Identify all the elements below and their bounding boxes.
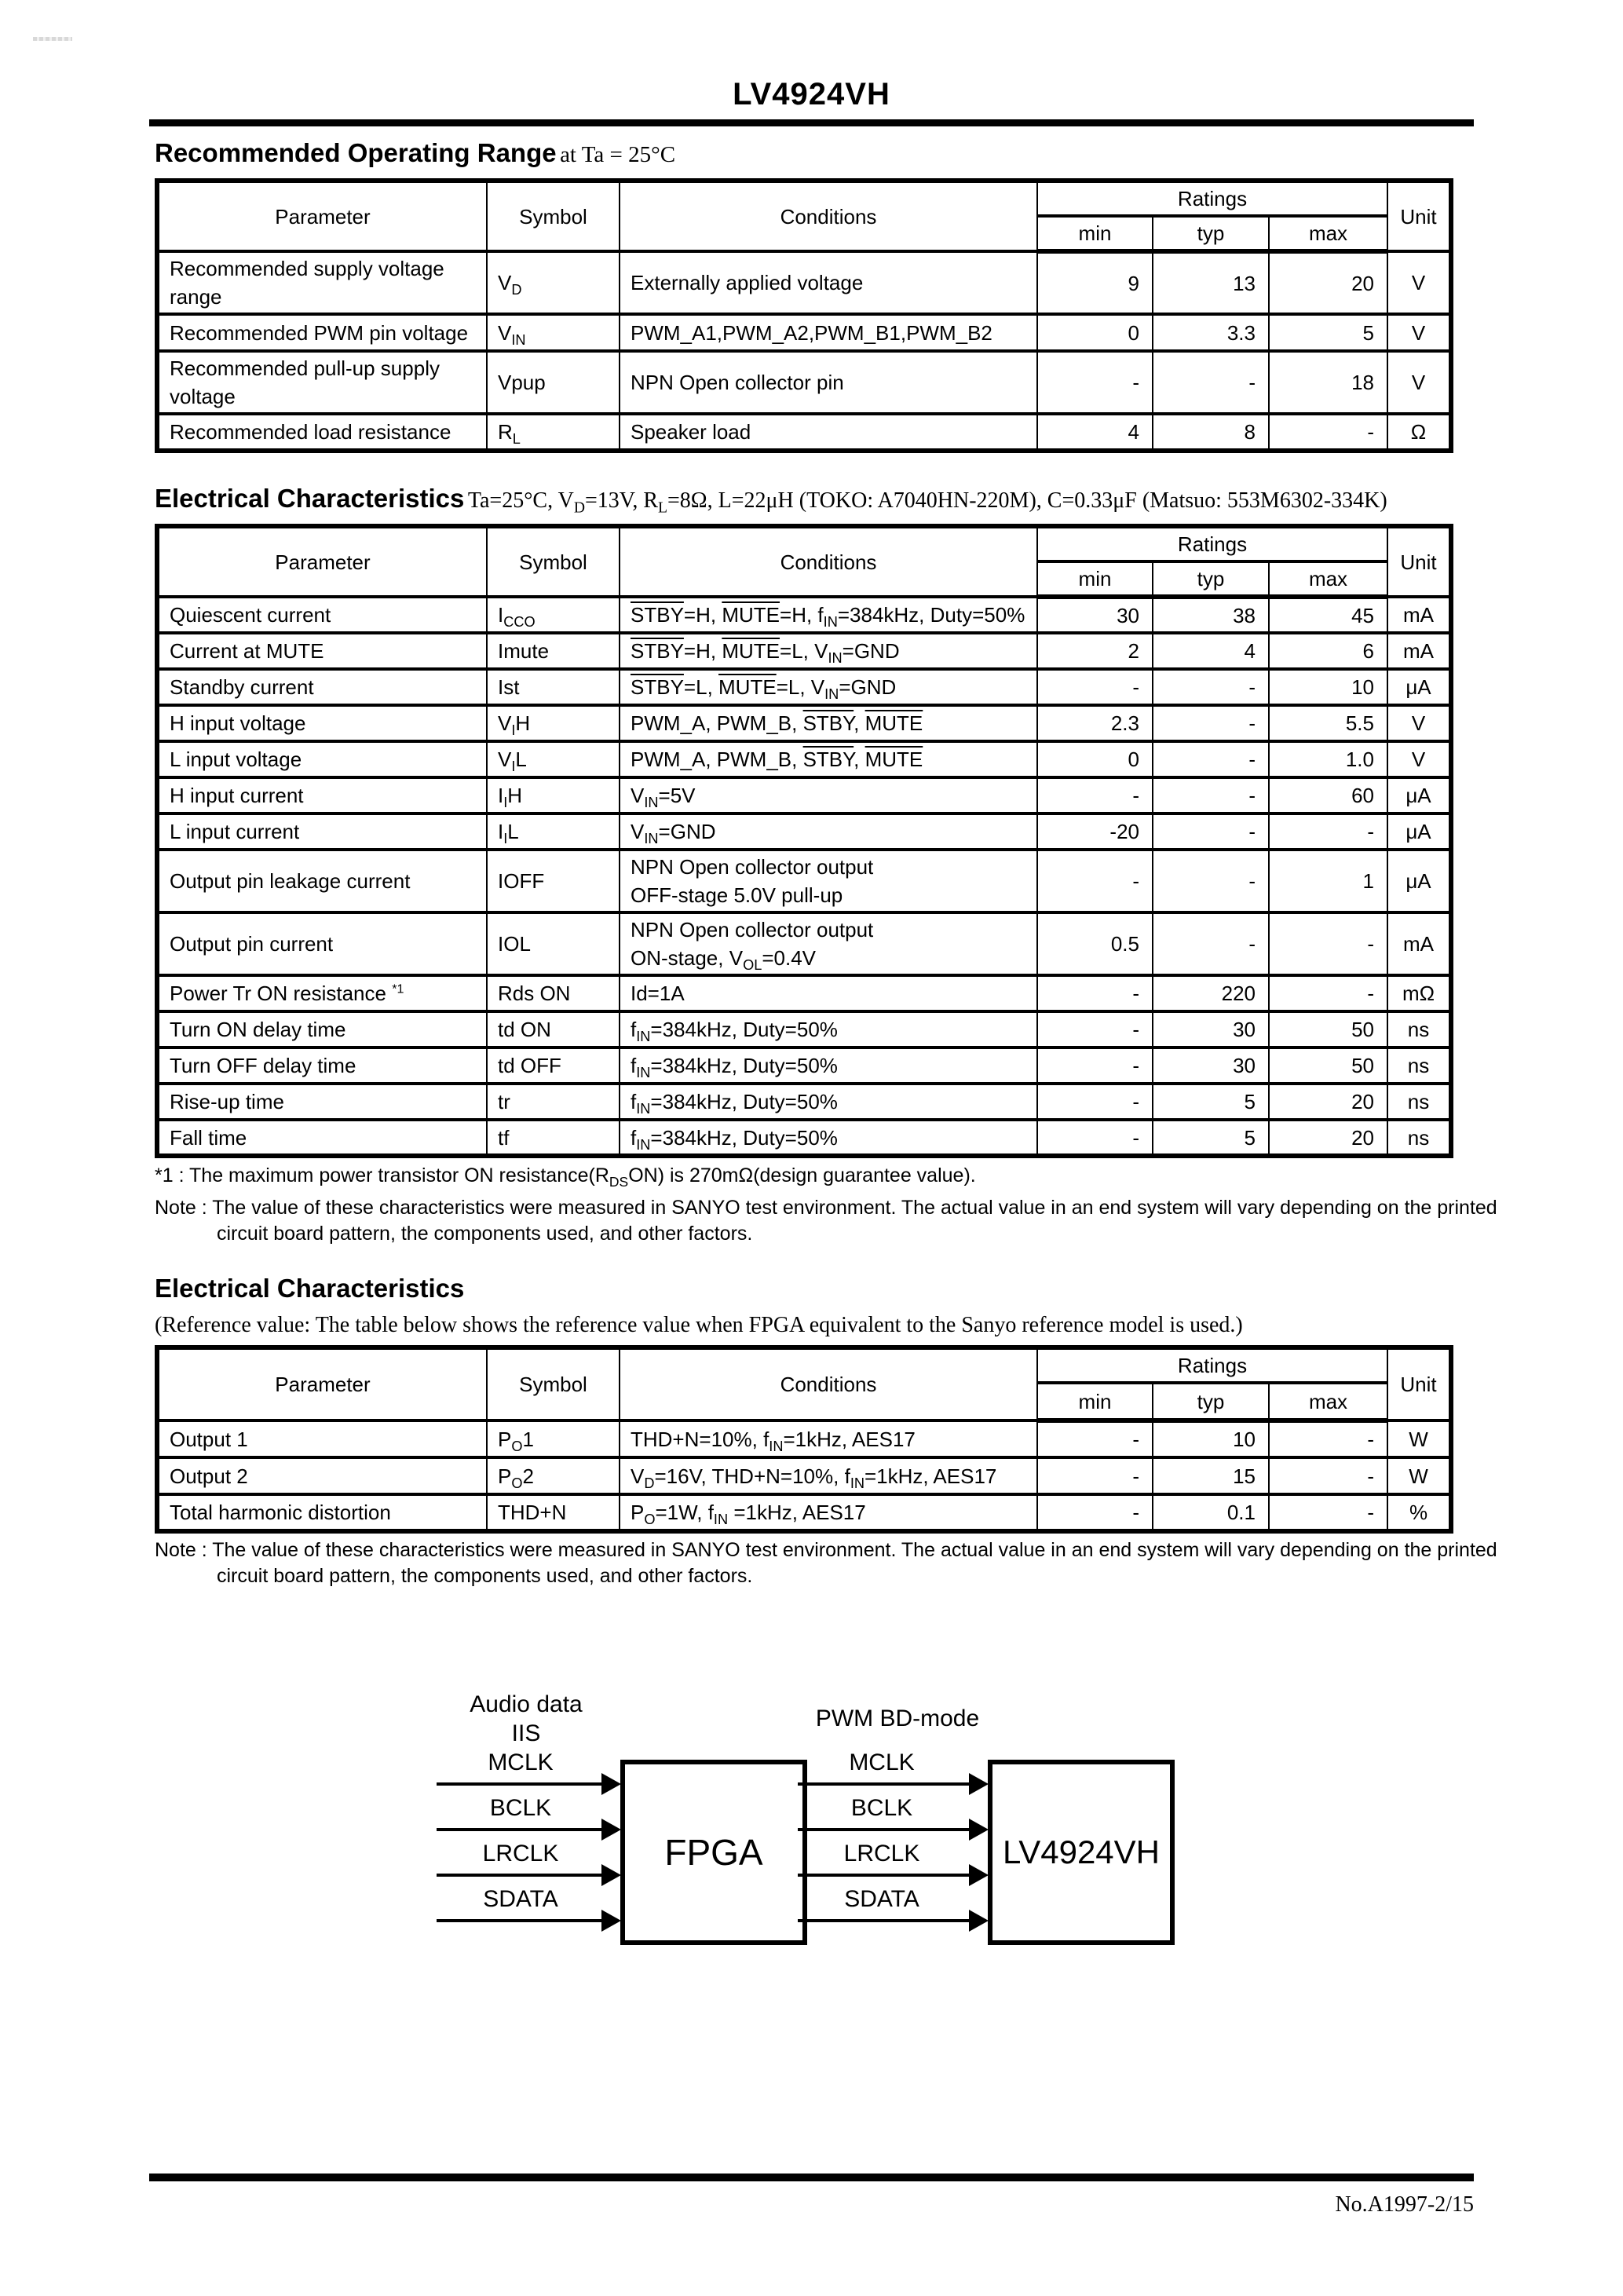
- col-header-max: max: [1269, 216, 1387, 251]
- cell-min: -: [1037, 1457, 1153, 1494]
- col-header-conditions: Conditions: [620, 181, 1037, 251]
- cell-conditions: $V_{IN}=5V$: [620, 777, 1037, 813]
- cell-parameter: Output 1: [157, 1420, 487, 1457]
- cell-unit: V: [1387, 314, 1451, 351]
- cell-max: -: [1269, 414, 1387, 451]
- cell-unit: ns: [1387, 1011, 1451, 1047]
- cell-typ: 3.3: [1153, 314, 1269, 351]
- cell-min: -: [1037, 975, 1153, 1011]
- table-row: [157, 251, 1451, 314]
- table-row: [157, 669, 1451, 705]
- cell-unit: W: [1387, 1420, 1451, 1457]
- cell-symbol: Vpup: [487, 351, 620, 414]
- lv4924vh-box: [988, 1760, 1175, 1945]
- cell-max: 5.5: [1269, 705, 1387, 741]
- table-row: [157, 705, 1451, 741]
- cell-max: 6: [1269, 633, 1387, 669]
- cell-min: -: [1037, 1011, 1153, 1047]
- cell-max: -: [1269, 1420, 1387, 1457]
- col-header-unit: Unit: [1387, 526, 1451, 597]
- cell-symbol: IOFF: [487, 850, 620, 912]
- section3-note-line1: Note : The value of these characteristics were measured in SANYO test environment. The actual value in an end system will vary depending on the printed: [155, 1539, 1497, 1561]
- cell-max: 20: [1269, 1120, 1387, 1156]
- cell-min: -: [1037, 1420, 1153, 1457]
- col-header-ratings: Ratings: [1037, 526, 1387, 561]
- cell-symbol: Ist: [487, 669, 620, 705]
- cell-typ: 5: [1153, 1120, 1269, 1156]
- cell-symbol: td ON: [487, 1011, 620, 1047]
- arrowhead-sdata-out-icon: [969, 1910, 989, 1932]
- cell-min: -: [1037, 1047, 1153, 1084]
- cell-conditions: PWM_A, PWM_B, STBY, MUTE: [620, 741, 1037, 777]
- col-header-min: min: [1037, 1383, 1153, 1420]
- cell-max: -: [1269, 813, 1387, 850]
- cell-conditions: NPN Open collector output OFF-stage 5.0V pull-up: [620, 850, 1037, 912]
- cell-min: 4: [1037, 414, 1153, 451]
- footer-page-number: No.A1997-2/15: [1335, 2192, 1474, 2217]
- cell-typ: -: [1153, 912, 1269, 975]
- cell-typ: -: [1153, 850, 1269, 912]
- cell-conditions: $V_{IN}=GND$: [620, 813, 1037, 850]
- cell-symbol: Imute: [487, 633, 620, 669]
- section3-note-line2: circuit board pattern, the components used, and other factors.: [217, 1565, 753, 1587]
- col-header-symbol: Symbol: [487, 181, 620, 251]
- cell-parameter: L input voltage: [157, 741, 487, 777]
- cell-symbol: IOL: [487, 912, 620, 975]
- table-row: [157, 1120, 1451, 1156]
- cell-conditions: $V_D=16V$, THD+N=10%, $f_{IN}=1kHz$, AES17: [620, 1457, 1037, 1494]
- electrical-characteristics-table: [155, 524, 1453, 1158]
- footnote-rdson: *1 : The maximum power transistor ON $resistance(R_{DS}ON)$ is 270mΩ(design guarantee value).: [155, 1164, 976, 1190]
- col-header-unit: Unit: [1387, 181, 1451, 251]
- cell-symbol: $I_{CCO}$: [487, 597, 620, 633]
- cell-typ: -: [1153, 777, 1269, 813]
- page-title: LV4924VH: [733, 77, 890, 112]
- cell-max: 10: [1269, 669, 1387, 705]
- cell-parameter: Output 2: [157, 1457, 487, 1494]
- table-row: [157, 633, 1451, 669]
- section3-title: Electrical Characteristics: [155, 1274, 465, 1303]
- signal-label-lrclk-out: LRCLK: [843, 1841, 920, 1866]
- cell-conditions: Id=1A: [620, 975, 1037, 1011]
- cell-conditions: STBY=H, MUTE=L, $V_{IN}=GND$: [620, 633, 1037, 669]
- cell-unit: μA: [1387, 850, 1451, 912]
- cell-min: 0.5: [1037, 912, 1153, 975]
- cell-max: 1: [1269, 850, 1387, 912]
- signal-line-mclk-in: [437, 1782, 603, 1786]
- cell-max: 20: [1269, 1084, 1387, 1120]
- cell-symbol: $I_IL$: [487, 813, 620, 850]
- cell-parameter: Power Tr ON resistance $^{*1}$: [157, 975, 487, 1011]
- cell-parameter: Recommended pull-up supply voltage: [157, 351, 487, 414]
- cell-parameter: Fall time: [157, 1120, 487, 1156]
- cell-parameter: Rise-up time: [157, 1084, 487, 1120]
- cell-conditions: STBY=L, MUTE=L, $V_{IN}=GND$: [620, 669, 1037, 705]
- col-header-symbol: Symbol: [487, 1347, 620, 1420]
- cell-symbol: $R_L$: [487, 414, 620, 451]
- cell-symbol: $P_O2$: [487, 1457, 620, 1494]
- cell-parameter: Standby current: [157, 669, 487, 705]
- col-header-parameter: Parameter: [157, 1347, 487, 1420]
- cell-unit: mΩ: [1387, 975, 1451, 1011]
- cell-typ: 10: [1153, 1420, 1269, 1457]
- col-header-parameter: Parameter: [157, 181, 487, 251]
- cell-min: 2.3: [1037, 705, 1153, 741]
- cell-parameter: Output pin current: [157, 912, 487, 975]
- cell-typ: 30: [1153, 1047, 1269, 1084]
- section2-heading: [155, 484, 1387, 517]
- scan-artifact: [33, 37, 72, 41]
- cell-typ: 8: [1153, 414, 1269, 451]
- arrowhead-sdata-in-icon: [601, 1910, 621, 1932]
- table-row: [157, 912, 1451, 975]
- table-row: [157, 1047, 1451, 1084]
- cell-min: -: [1037, 850, 1153, 912]
- section2-note-line2: circuit board pattern, the components used, and other factors.: [217, 1223, 753, 1245]
- arrowhead-bclk-in-icon: [601, 1819, 621, 1841]
- cell-typ: -: [1153, 351, 1269, 414]
- cell-max: -: [1269, 1494, 1387, 1531]
- cell-min: 0: [1037, 741, 1153, 777]
- cell-conditions: Speaker load: [620, 414, 1037, 451]
- cell-parameter: Turn ON delay time: [157, 1011, 487, 1047]
- cell-unit: ns: [1387, 1084, 1451, 1120]
- cell-typ: -: [1153, 741, 1269, 777]
- cell-symbol: td OFF: [487, 1047, 620, 1084]
- col-header-ratings: Ratings: [1037, 1347, 1387, 1383]
- signal-label-mclk-out: MCLK: [849, 1749, 915, 1775]
- cell-symbol: tf: [487, 1120, 620, 1156]
- cell-unit: μA: [1387, 777, 1451, 813]
- arrowhead-mclk-out-icon: [969, 1773, 989, 1795]
- cell-unit: W: [1387, 1457, 1451, 1494]
- col-header-typ: typ: [1153, 1383, 1269, 1420]
- cell-typ: 0.1: [1153, 1494, 1269, 1531]
- cell-parameter: Total harmonic distortion: [157, 1494, 487, 1531]
- cell-unit: mA: [1387, 633, 1451, 669]
- cell-typ: 15: [1153, 1457, 1269, 1494]
- section2-note-line1: Note : The value of these characteristics were measured in SANYO test environment. The actual value in an end system will vary depending on the printed: [155, 1197, 1497, 1219]
- arrowhead-lrclk-out-icon: [969, 1864, 989, 1886]
- cell-parameter: L input current: [157, 813, 487, 850]
- signal-line-sdata-out: [798, 1919, 971, 1922]
- signal-line-mclk-out: [798, 1782, 971, 1786]
- footer-rule: [149, 2174, 1474, 2181]
- cell-conditions: STBY=H, MUTE=H, $f_{IN}=384kHz$, Duty=50%: [620, 597, 1037, 633]
- reference-value-table: [155, 1345, 1453, 1534]
- section3-subtitle: (Reference value: The table below shows the reference value when FPGA equivalent to the Sanyo reference model is used.): [155, 1313, 1243, 1337]
- cell-min: -: [1037, 669, 1153, 705]
- section2-subtitle: Ta=25°C, $V_D=13V$, $R_L=8\Omega$, L=22μH (TOKO: A7040HN-220M), C=0.33μF (Matsuo: 553M6302-334K): [467, 488, 1387, 517]
- section1-heading: [155, 138, 675, 168]
- cell-min: -: [1037, 1494, 1153, 1531]
- fpga-box-label: FPGA: [664, 1832, 763, 1873]
- cell-min: -: [1037, 1084, 1153, 1120]
- table-row: [157, 777, 1451, 813]
- cell-symbol: THD+N: [487, 1494, 620, 1531]
- cell-min: 2: [1037, 633, 1153, 669]
- cell-symbol: tr: [487, 1084, 620, 1120]
- cell-parameter: Current at MUTE: [157, 633, 487, 669]
- signal-label-lrclk-in: LRCLK: [482, 1841, 559, 1866]
- cell-typ: 38: [1153, 597, 1269, 633]
- col-header-typ: typ: [1153, 561, 1269, 597]
- cell-symbol: $V_IH$: [487, 705, 620, 741]
- cell-max: 45: [1269, 597, 1387, 633]
- table-row: [157, 813, 1451, 850]
- cell-parameter: Turn OFF delay time: [157, 1047, 487, 1084]
- col-header-min: min: [1037, 561, 1153, 597]
- cell-conditions: THD+N=10%, $f_{IN}=1kHz$, AES17: [620, 1420, 1037, 1457]
- cell-max: 5: [1269, 314, 1387, 351]
- signal-label-bclk-in: BCLK: [489, 1795, 552, 1821]
- cell-parameter: Output pin leakage current: [157, 850, 487, 912]
- cell-symbol: $V_D$: [487, 251, 620, 314]
- section1-title: Recommended Operating Range: [155, 138, 557, 167]
- col-header-unit: Unit: [1387, 1347, 1451, 1420]
- table-row: [157, 597, 1451, 633]
- table-row: [157, 1420, 1451, 1457]
- table-row: [157, 414, 1451, 451]
- table-row: [157, 1084, 1451, 1120]
- cell-unit: V: [1387, 251, 1451, 314]
- section2-title: Electrical Characteristics: [155, 484, 465, 513]
- cell-unit: V: [1387, 351, 1451, 414]
- header-rule: [149, 119, 1474, 126]
- cell-symbol: $V_{IN}$: [487, 314, 620, 351]
- col-header-max: max: [1269, 1383, 1387, 1420]
- fpga-box: [620, 1760, 807, 1945]
- col-header-conditions: Conditions: [620, 526, 1037, 597]
- signal-label-sdata-out: SDATA: [844, 1886, 919, 1912]
- signal-label-sdata-in: SDATA: [483, 1886, 558, 1912]
- cell-unit: ns: [1387, 1120, 1451, 1156]
- cell-min: 9: [1037, 251, 1153, 314]
- cell-typ: -: [1153, 705, 1269, 741]
- signal-line-lrclk-out: [798, 1874, 971, 1877]
- cell-unit: V: [1387, 741, 1451, 777]
- col-header-ratings: Ratings: [1037, 181, 1387, 216]
- cell-conditions: $P_O=1W$, $f_{IN} =1kHz$, AES17: [620, 1494, 1037, 1531]
- cell-typ: 5: [1153, 1084, 1269, 1120]
- cell-max: 50: [1269, 1011, 1387, 1047]
- cell-symbol: $I_IH$: [487, 777, 620, 813]
- signal-label-bclk-out: BCLK: [850, 1795, 913, 1821]
- cell-conditions: PWM_A1,PWM_A2,PWM_B1,PWM_B2: [620, 314, 1037, 351]
- cell-unit: mA: [1387, 912, 1451, 975]
- col-header-conditions: Conditions: [620, 1347, 1037, 1420]
- cell-conditions: Externally applied voltage: [620, 251, 1037, 314]
- cell-parameter: H input voltage: [157, 705, 487, 741]
- cell-typ: 220: [1153, 975, 1269, 1011]
- cell-parameter: H input current: [157, 777, 487, 813]
- arrowhead-lrclk-in-icon: [601, 1864, 621, 1886]
- cell-max: -: [1269, 1457, 1387, 1494]
- cell-min: 30: [1037, 597, 1153, 633]
- col-header-symbol: Symbol: [487, 526, 620, 597]
- arrowhead-mclk-in-icon: [601, 1773, 621, 1795]
- cell-max: -: [1269, 975, 1387, 1011]
- signal-line-bclk-in: [437, 1828, 603, 1831]
- cell-min: 0: [1037, 314, 1153, 351]
- cell-unit: μA: [1387, 813, 1451, 850]
- cell-max: 60: [1269, 777, 1387, 813]
- col-header-parameter: Parameter: [157, 526, 487, 597]
- cell-conditions: $f_{IN}=384kHz$, Duty=50%: [620, 1011, 1037, 1047]
- col-header-min: min: [1037, 216, 1153, 251]
- table-row: [157, 1011, 1451, 1047]
- cell-conditions: NPN Open collector pin: [620, 351, 1037, 414]
- cell-min: -: [1037, 1120, 1153, 1156]
- cell-typ: 30: [1153, 1011, 1269, 1047]
- cell-min: -20: [1037, 813, 1153, 850]
- cell-typ: 4: [1153, 633, 1269, 669]
- cell-parameter: Recommended supply voltage range: [157, 251, 487, 314]
- arrowhead-bclk-out-icon: [969, 1819, 989, 1841]
- section1-subtitle: at Ta = 25°C: [560, 142, 676, 167]
- cell-unit: V: [1387, 705, 1451, 741]
- signal-line-bclk-out: [798, 1828, 971, 1831]
- cell-conditions: PWM_A, PWM_B, STBY, MUTE: [620, 705, 1037, 741]
- signal-label-mclk-in: MCLK: [488, 1749, 554, 1775]
- table-row: [157, 975, 1451, 1011]
- recommended-operating-range-table: [155, 178, 1453, 453]
- cell-max: 20: [1269, 251, 1387, 314]
- cell-conditions: $f_{IN}=384kHz$, Duty=50%: [620, 1084, 1037, 1120]
- audio-data-iis-label: Audio data IIS: [470, 1691, 583, 1746]
- table-row: [157, 741, 1451, 777]
- cell-typ: 13: [1153, 251, 1269, 314]
- cell-max: 1.0: [1269, 741, 1387, 777]
- cell-min: -: [1037, 351, 1153, 414]
- cell-parameter: Recommended load resistance: [157, 414, 487, 451]
- pwm-bd-mode-label: PWM BD-mode: [815, 1706, 980, 1731]
- cell-unit: %: [1387, 1494, 1451, 1531]
- cell-min: -: [1037, 777, 1153, 813]
- cell-unit: μA: [1387, 669, 1451, 705]
- cell-unit: Ω: [1387, 414, 1451, 451]
- lv4924vh-box-label: LV4924VH: [1002, 1834, 1161, 1870]
- cell-max: 50: [1269, 1047, 1387, 1084]
- cell-conditions: $f_{IN}=384kHz$, Duty=50%: [620, 1120, 1037, 1156]
- cell-unit: ns: [1387, 1047, 1451, 1084]
- signal-line-sdata-in: [437, 1919, 603, 1922]
- table-row: [157, 850, 1451, 912]
- table-row: [157, 1457, 1451, 1494]
- cell-symbol: Rds ON: [487, 975, 620, 1011]
- col-header-max: max: [1269, 561, 1387, 597]
- cell-max: 18: [1269, 351, 1387, 414]
- cell-max: -: [1269, 912, 1387, 975]
- cell-typ: -: [1153, 669, 1269, 705]
- col-header-typ: typ: [1153, 216, 1269, 251]
- table-row: [157, 351, 1451, 414]
- cell-conditions: $f_{IN}=384kHz$, Duty=50%: [620, 1047, 1037, 1084]
- cell-conditions: NPN Open collector output ON-stage, $V_{OL}=0.4V$: [620, 912, 1037, 975]
- signal-line-lrclk-in: [437, 1874, 603, 1877]
- cell-unit: mA: [1387, 597, 1451, 633]
- cell-typ: -: [1153, 813, 1269, 850]
- cell-symbol: $P_O1$: [487, 1420, 620, 1457]
- cell-parameter: Quiescent current: [157, 597, 487, 633]
- table-row: [157, 1494, 1451, 1531]
- cell-symbol: $V_IL$: [487, 741, 620, 777]
- cell-parameter: Recommended PWM pin voltage: [157, 314, 487, 351]
- table-row: [157, 314, 1451, 351]
